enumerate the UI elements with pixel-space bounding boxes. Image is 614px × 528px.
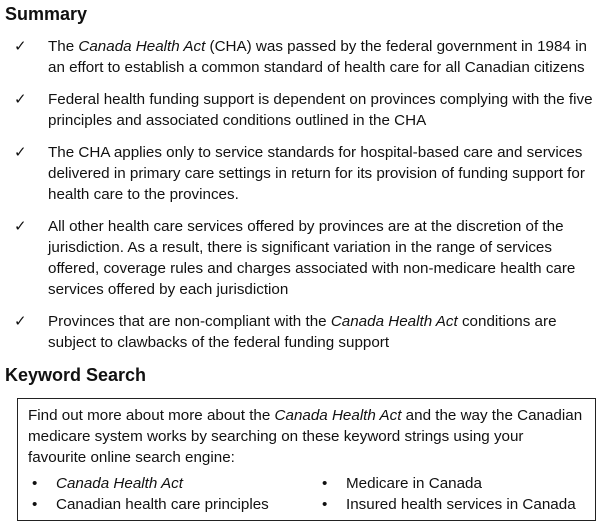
bullet-icon: • (32, 496, 38, 513)
keyword-item (28, 473, 318, 494)
summary-item (0, 142, 614, 205)
bullet-icon: • (322, 496, 328, 513)
keyword-list (28, 473, 585, 515)
summary-heading: Summary (5, 4, 88, 24)
checkmark-icon: ✓ (14, 90, 27, 108)
summary-item (0, 36, 614, 78)
summary-list (0, 36, 614, 364)
bullet-icon: • (32, 475, 38, 492)
checkmark-icon: ✓ (14, 312, 27, 330)
act-title: Canada Health Act (78, 38, 206, 55)
keyword-search-box (17, 398, 596, 521)
summary-text: The CHA applies only to service standards for hospital-based care and services delivered in primary care settings in return for its provision of funding support for health care to the provinces. (48, 144, 585, 203)
keyword-term: Insured health services in Canada (346, 496, 576, 513)
keyword-term: Canadian health care principles (56, 496, 269, 513)
summary-text: conditions are subject to clawbacks of the federal funding support (48, 313, 557, 351)
act-title: Canada Health Act (274, 407, 402, 424)
summary-item (0, 216, 614, 300)
summary-item (0, 89, 614, 131)
keyword-item (318, 473, 578, 494)
summary-text: (CHA) was passed by the federal government in 1984 in an effort to establish a common standard of health care for all Canadian citizens (48, 38, 587, 76)
keyword-item (318, 494, 578, 515)
summary-text: All other health care services offered by provinces are at the discretion of the jurisdiction. As a result, there is significant variation in the range of services offered, coverage rules and charges associated with non-medicare health care services offered by each jurisdiction (48, 218, 576, 298)
checkmark-icon: ✓ (14, 217, 27, 235)
summary-text: Federal health funding support is dependent on provinces complying with the five principles and associated conditions outlined in the CHA (48, 91, 593, 129)
keyword-term: Medicare in Canada (346, 475, 482, 492)
act-title: Canada Health Act (330, 313, 458, 330)
intro-text: Find out more about more about the (28, 407, 275, 424)
summary-text: The (48, 38, 79, 55)
bullet-icon: • (322, 475, 328, 492)
checkmark-icon: ✓ (14, 37, 27, 55)
summary-item (0, 311, 614, 353)
keyword-intro (28, 405, 585, 468)
summary-text: Provinces that are non-compliant with the (48, 313, 331, 330)
keyword-term: Canada Health Act (56, 475, 183, 492)
checkmark-icon: ✓ (14, 143, 27, 161)
intro-text: and the way the Canadian medicare system works by searching on these keyword strings using your favourite online search engine: (28, 407, 583, 466)
keyword-item (28, 494, 318, 515)
keyword-search-heading: Keyword Search (5, 365, 147, 385)
